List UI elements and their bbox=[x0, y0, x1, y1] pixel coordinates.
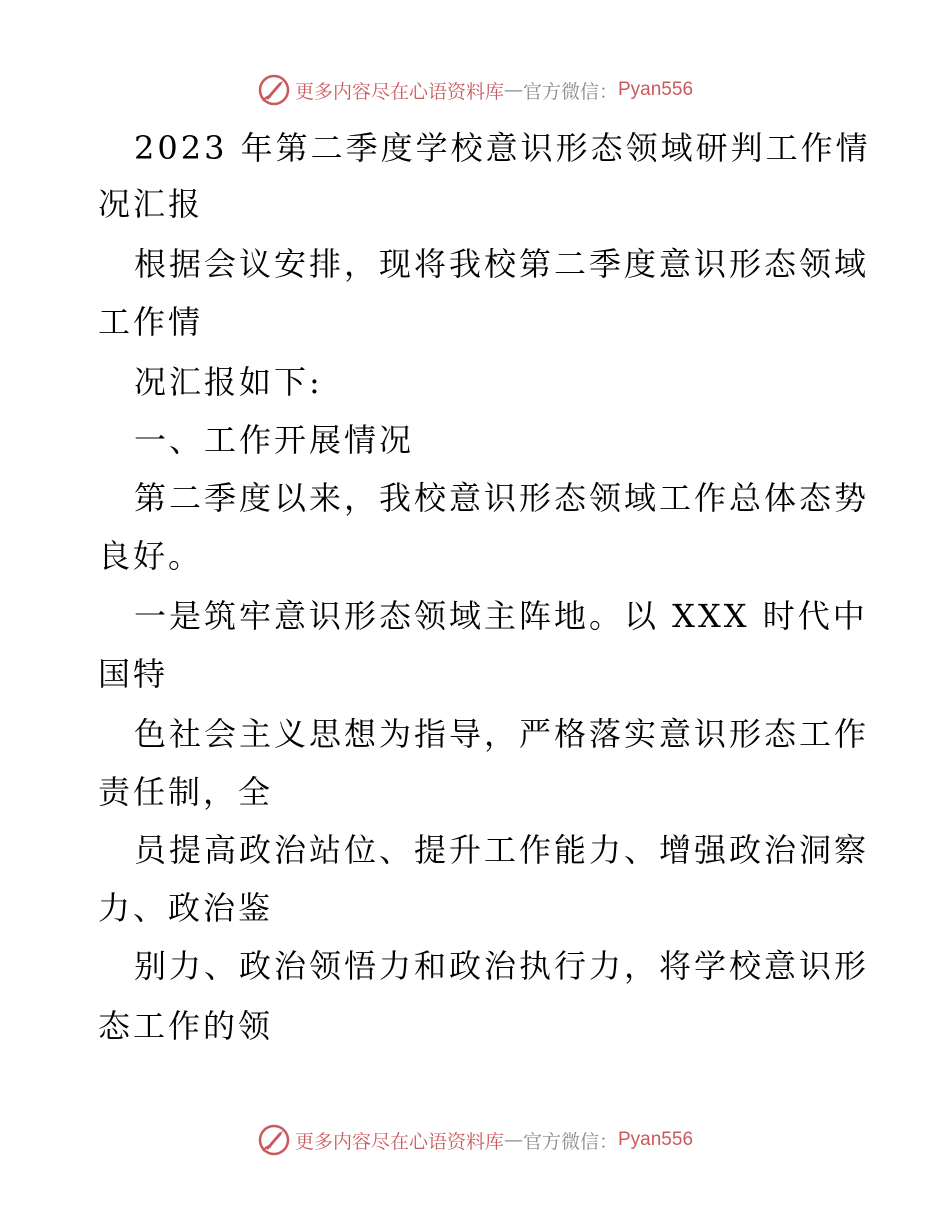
section-heading: 一、工作开展情况 bbox=[134, 421, 415, 459]
watermark-site-text: 更多内容尽在心语资料库 bbox=[294, 80, 504, 103]
paragraph-line: 员提高政治站位、提升工作能力、增强政治洞察 bbox=[134, 831, 870, 869]
watermark-banner-top bbox=[0, 70, 950, 110]
paragraph-line: 力、政治鉴 bbox=[98, 889, 274, 927]
document-title-line-2: 况汇报 bbox=[98, 185, 204, 223]
watermark-banner-bottom bbox=[0, 1120, 950, 1160]
paragraph-line: 工作情 bbox=[98, 303, 204, 341]
watermark-wechat-id: Pyan556 bbox=[618, 79, 694, 100]
quill-pen-logo-icon bbox=[257, 1123, 291, 1157]
watermark-wechat-label: 官方微信： bbox=[522, 1130, 618, 1153]
watermark-wechat-id: Pyan556 bbox=[618, 1129, 694, 1150]
paragraph-line: 况汇报如下: bbox=[134, 363, 323, 401]
watermark-site-text: 更多内容尽在心语资料库 bbox=[294, 1130, 504, 1153]
paragraph-line: 根据会议安排，现将我校第二季度意识形态领域 bbox=[134, 245, 870, 283]
document-title-line-1: 2023 年第二季度学校意识形态领域研判工作情 bbox=[134, 129, 871, 167]
quill-pen-logo-icon bbox=[257, 73, 291, 107]
watermark-dash: — bbox=[503, 1129, 523, 1151]
paragraph-line: 国特 bbox=[98, 655, 169, 693]
paragraph-line: 别力、政治领悟力和政治执行力，将学校意识形 bbox=[134, 947, 870, 985]
paragraph-line: 一是筑牢意识形态领域主阵地。以 XXX 时代中 bbox=[134, 597, 868, 635]
paragraph-line: 色社会主义思想为指导，严格落实意识形态工作 bbox=[134, 715, 870, 753]
paragraph-line: 责任制，全 bbox=[98, 773, 274, 811]
paragraph-line: 良好。 bbox=[98, 537, 204, 575]
paragraph-line: 第二季度以来，我校意识形态领域工作总体态势 bbox=[134, 479, 870, 517]
paragraph-line: 态工作的领 bbox=[98, 1007, 274, 1045]
watermark-wechat-label: 官方微信： bbox=[522, 80, 618, 103]
watermark-dash: — bbox=[503, 79, 523, 101]
